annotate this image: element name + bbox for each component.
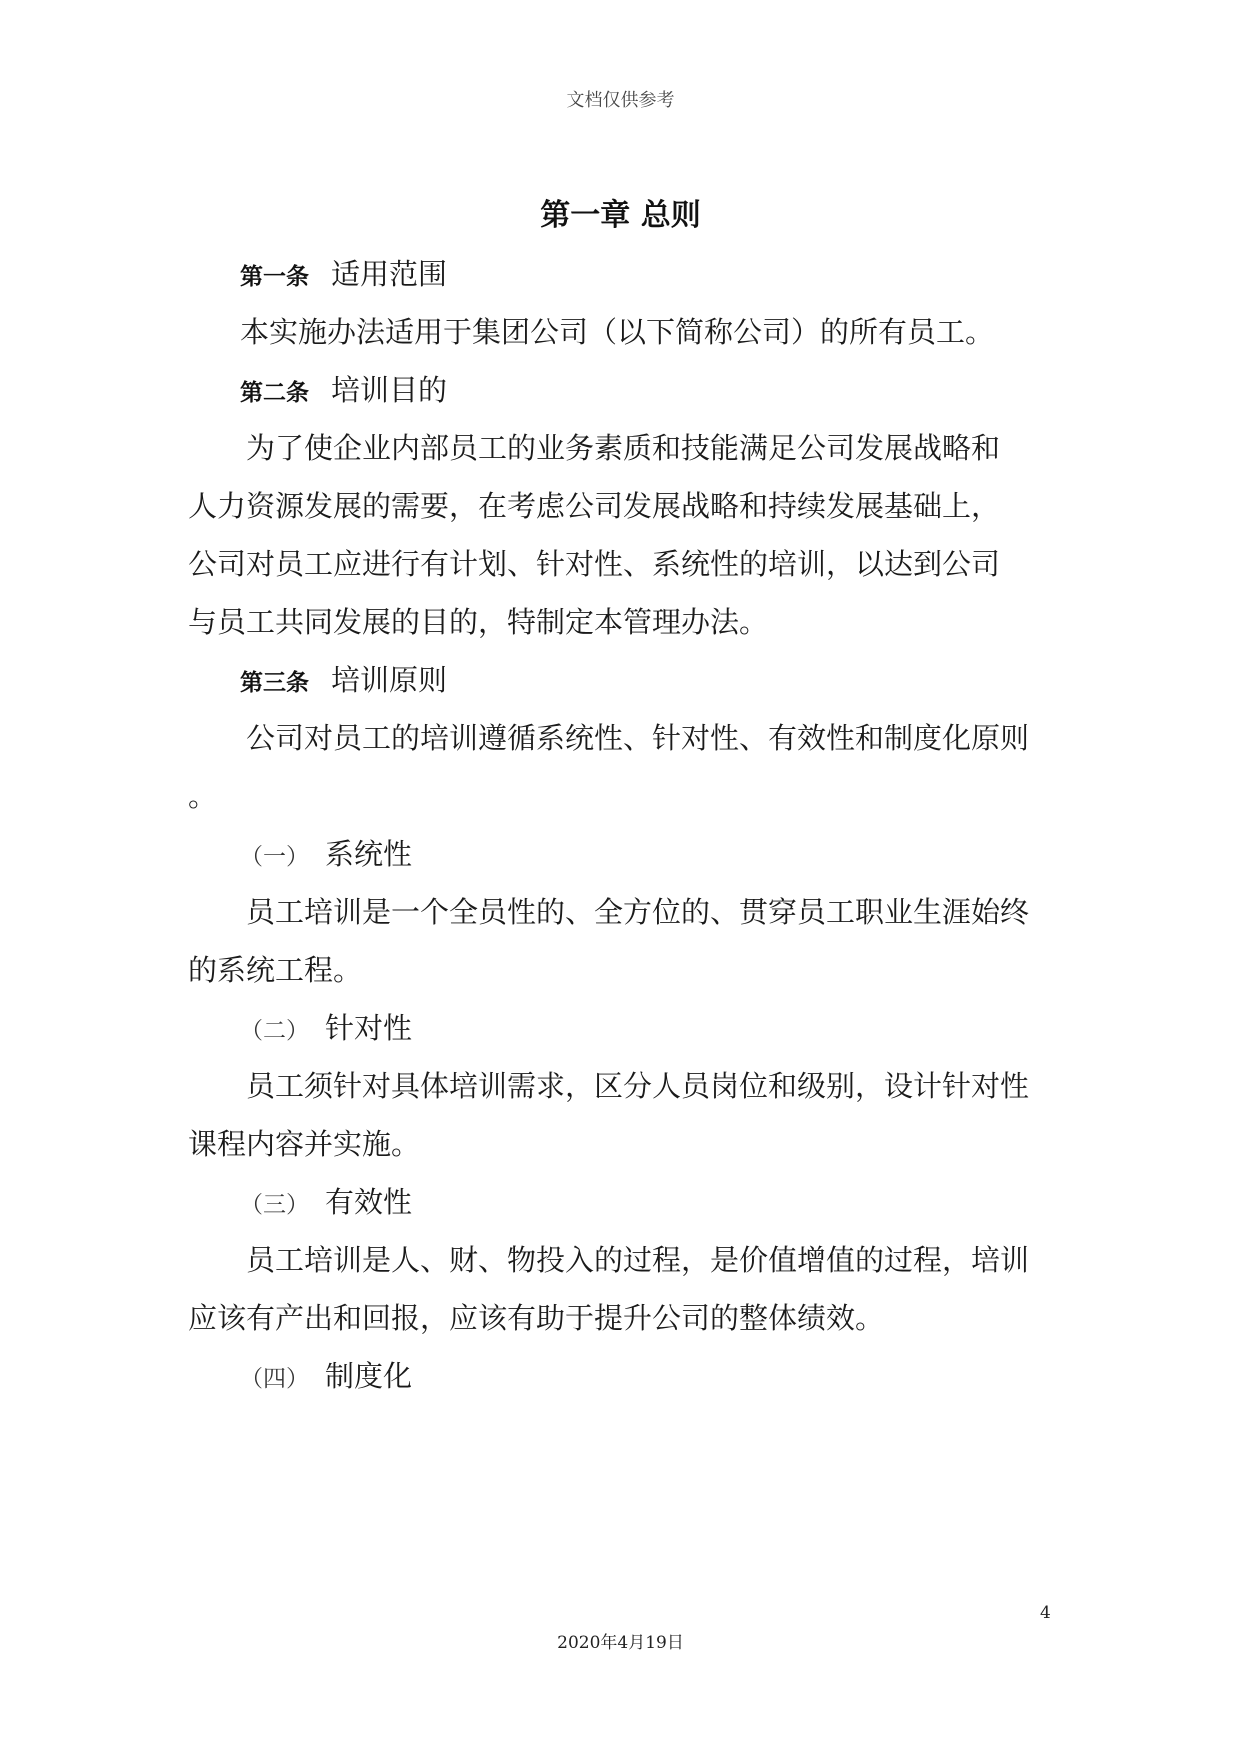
article-1-title: 适用范围 [331,257,448,291]
footer-date: 2020年4月19日 [557,1633,684,1653]
principle-4-title: 制度化 [325,1359,413,1393]
principle-1-heading [240,834,1140,877]
document-header: 文档仅供参考 [566,90,675,111]
principle-2-line-1: 员工须针对具体培训需求，区分人员岗位和级别，设计针对性 [246,1069,1030,1103]
article-2-line-1: 为了使企业内部员工的业务素质和技能满足公司发展战略和 [246,431,1001,465]
article-2-line-2: 人力资源发展的需要，在考虑公司发展战略和持续发展基础上， [188,489,1001,523]
article-3-label: 第三条 [240,669,309,696]
article-3-line-1: 公司对员工的培训遵循系统性、针对性、有效性和制度化原则 [246,721,1030,755]
principle-3-label: （三） [240,1192,309,1218]
principle-4-heading [240,1356,1140,1399]
article-3-line-2: 。 [188,779,218,813]
article-1-line-1: 本实施办法适用于集团公司（以下简称公司）的所有员工。 [240,315,995,349]
principle-2-label: （二） [240,1018,309,1044]
article-2-title: 培训目的 [331,373,448,407]
article-2-line-4: 与员工共同发展的目的，特制定本管理办法。 [188,605,769,639]
article-1-heading [240,254,1140,297]
principle-3-line-2: 应该有产出和回报，应该有助于提升公司的整体绩效。 [188,1301,885,1335]
principle-1-label: （一） [240,844,309,870]
principle-2-heading [240,1008,1140,1051]
principle-2-title: 针对性 [325,1011,413,1045]
article-2-line-3: 公司对员工应进行有计划、针对性、系统性的培训，以达到公司 [188,547,1001,581]
page-number: 4 [1040,1603,1051,1623]
article-2-heading [240,370,1140,413]
principle-1-line-2: 的系统工程。 [188,953,363,987]
principle-4-label: （四） [240,1366,309,1392]
article-3-title: 培训原则 [331,663,448,697]
article-1-label: 第一条 [240,263,309,290]
chapter-title: 第一章 总则 [540,198,701,233]
principle-3-title: 有效性 [325,1185,413,1219]
principle-1-title: 系统性 [325,837,413,871]
principle-1-line-1: 员工培训是一个全员性的、全方位的、贯穿员工职业生涯始终 [246,895,1030,929]
article-3-heading [240,660,1140,703]
principle-2-line-2: 课程内容并实施。 [188,1127,421,1161]
article-2-label: 第二条 [240,379,309,406]
principle-3-heading [240,1182,1140,1225]
principle-3-line-1: 员工培训是人、财、物投入的过程，是价值增值的过程，培训 [246,1243,1030,1277]
